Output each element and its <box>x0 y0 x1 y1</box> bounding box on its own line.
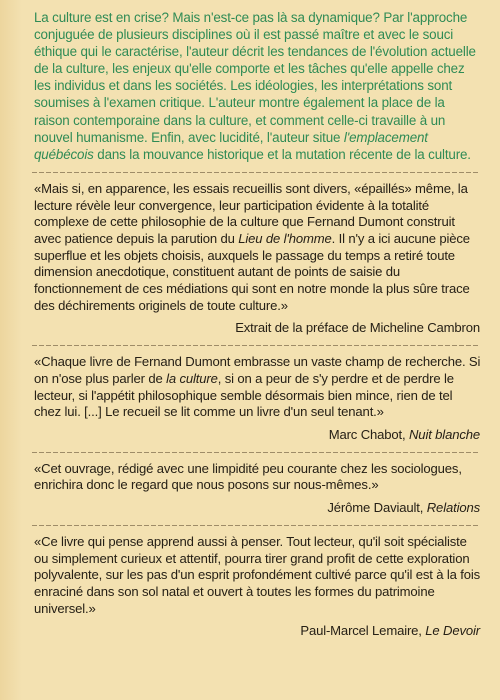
attribution-source: Nuit blanche <box>409 426 480 442</box>
quote-emphasis: Lieu de l'homme <box>238 230 332 246</box>
intro-text-2: dans la mouvance historique et la mutation récente de la culture. <box>93 146 471 162</box>
quote-text-part-a: «Mais si, en apparence, les essais recueillis sont divers, «épaillés» même, la lecture révèle leur convergence, leur participation évidente à la totalité complexe de cette philosophie de la culture que Fernand Dumont construit avec patience depuis la parution du <box>34 180 468 246</box>
quote-text <box>34 534 482 618</box>
review-quote-1 <box>34 181 482 337</box>
quote-text-part-a: «Chaque livre de Fernand Dumont embrasse un vaste champ de recherche. Si on n'ose plus parler de <box>34 354 481 386</box>
attribution-source: Le Devoir <box>425 623 480 639</box>
attribution-author: Paul-Marcel Lemaire, <box>300 623 426 639</box>
quote-attribution <box>34 623 482 640</box>
divider <box>32 452 478 453</box>
attribution-author: Marc Chabot, <box>328 426 409 442</box>
quote-attribution <box>34 427 482 444</box>
review-quote-3 <box>34 461 482 517</box>
review-quote-2 <box>34 354 482 444</box>
quote-text-part-a: «Cet ouvrage, rédigé avec une limpidité peu courante chez les sociologues, enrichira donc le regard que nous posons sur nous-mêmes.» <box>34 460 462 493</box>
quote-attribution <box>34 320 482 337</box>
quote-text-part-b: . Il n'y a ici aucune pièce superflue et les objets choisis, auxquels le passage du temps a retiré toute dimension anecdotique, constituent autant de points de saisie du fonctionnement de ces médiations qui sont en notre monde la plus sûre trace des déchirements originels de toute culture.» <box>34 230 470 313</box>
divider <box>32 172 478 173</box>
attribution-author: Jérôme Daviault, <box>327 500 427 516</box>
intro-text-1: La culture est en crise? Mais n'est-ce pas là sa dynamique? Par l'approche conjuguée de plusieurs disciplines où il est passé maître et avec le souci éthique qui le caractérise, l'auteur décrit les tendances de l'évolution actuelle de la culture, les enjeux qu'elle comporte et les tâches qu'elle appelle chez les individus et dans les sociétés. Les idéologies, les interprétations sont soumises à l'examen critique. L'auteur montre également la place de la raison contemporaine dans la culture, et comment celle-ci travaille à un nouvel humanisme. Enfin, avec lucidité, l'auteur situe <box>34 10 476 145</box>
quote-text <box>34 181 482 315</box>
review-quote-4 <box>34 534 482 640</box>
divider <box>32 345 478 346</box>
quote-text-part-b: , si on a peur de s'y perdre et de perdre le lecteur, si l'appétit philosophique semble désormais bien mince, rien de tel chez lui. [...] Le recueil se lit comme un livre d'un seul tenant.» <box>34 370 454 420</box>
quote-emphasis: la culture <box>166 370 218 386</box>
quote-text <box>34 354 482 421</box>
attribution-author: Extrait de la préface de Micheline Cambron <box>235 320 480 336</box>
quote-text <box>34 461 482 494</box>
quote-attribution <box>34 500 482 517</box>
attribution-source: Relations <box>426 500 480 516</box>
quote-text-part-a: «Ce livre qui pense apprend aussi à penser. Tout lecteur, qu'il soit spécialiste ou simplement curieux et attentif, pourra tirer grand profit de cette exploration polyvalente, sur les pas d'un esprit profondément cultivé parce qu'il est à la fois enraciné dans son sol natal et ouvert à toutes les formes du patrimoine universel.» <box>34 533 480 616</box>
intro-paragraph <box>34 9 482 163</box>
intro-emphasis: l'emplacement québécois <box>34 129 428 162</box>
divider <box>32 525 478 526</box>
